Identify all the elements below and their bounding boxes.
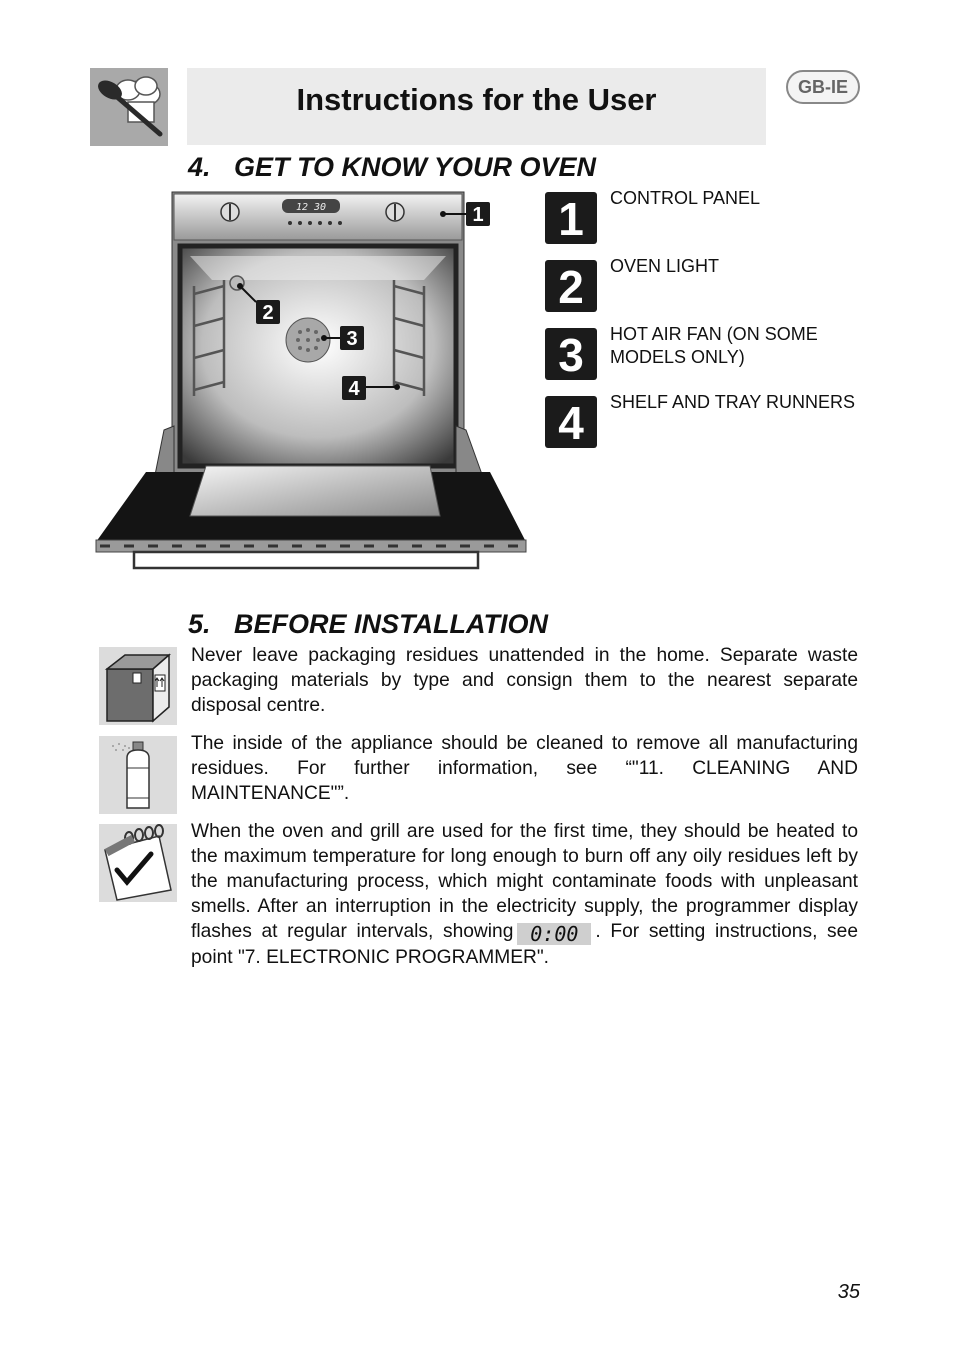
first-use-text: When the oven and grill are used for the first time, they should be heated to the maximum temperature for long enough to burn off any oily residues left by the manufacturing process, which might contaminate foods with unpleasant smells. After an interruption in the electricity supply, the programmer display flashes at regular intervals, showing: [191, 821, 858, 942]
first-use-text-end: . For setting instructions, see point "7. ELECTRONIC PROGRAMMER".: [191, 921, 858, 968]
legend-label-hot-air-fan: HOT AIR FAN (ON SOME MODELS ONLY): [610, 324, 818, 367]
section-heading-installation: [188, 609, 548, 640]
section-number: 5.: [188, 609, 211, 639]
legend-label-shelf-runners: SHELF AND TRAY RUNNERS: [610, 392, 856, 412]
page-number: 35: [837, 1281, 860, 1303]
legend-badge-4: 4: [545, 396, 597, 448]
section-heading-oven: [188, 152, 596, 183]
section-number: 4.: [188, 152, 211, 182]
legend-badge-3: 3: [545, 328, 597, 380]
title-bar: [187, 68, 766, 145]
page-title: Instructions for the User: [296, 82, 657, 117]
legend-badge-2: 2: [545, 260, 597, 312]
callout-1-label: 1: [472, 204, 484, 226]
spray-cleaner-icon: [99, 736, 177, 814]
cleaning-paragraph: The inside of the appliance should be cleaned to remove all manufacturing residues. For further information, see “"11. CLEANING AND MAINTENANCE"”.: [191, 733, 858, 804]
checklist-notepad-icon: [99, 824, 177, 902]
section-title: GET TO KNOW YOUR OVEN: [234, 152, 597, 182]
chef-hat-spoon-icon: [90, 68, 168, 146]
callout-4-label: 4: [348, 378, 360, 400]
legend-badge-1: 1: [545, 192, 597, 244]
packaging-icon: [99, 647, 177, 725]
legend-label-control-panel: CONTROL PANEL: [610, 188, 761, 208]
oven-illustration: [94, 190, 527, 574]
language-badge: GB-IE: [786, 70, 860, 104]
legend-label-oven-light: OVEN LIGHT: [610, 256, 720, 276]
programmer-display-value: 0:00: [517, 923, 591, 945]
section-title: BEFORE INSTALLATION: [234, 609, 548, 639]
callout-2-label: 2: [262, 302, 274, 324]
packaging-paragraph: Never leave packaging residues unattended in the home. Separate waste packaging materials by type and consign them to the nearest separate disposal centre.: [191, 645, 858, 716]
callout-3-label: 3: [346, 328, 358, 350]
oven-display-time: 12 30: [295, 202, 327, 213]
chef-logo: [90, 68, 168, 146]
oven-drawing: [94, 190, 527, 574]
first-use-paragraph: [191, 819, 858, 970]
